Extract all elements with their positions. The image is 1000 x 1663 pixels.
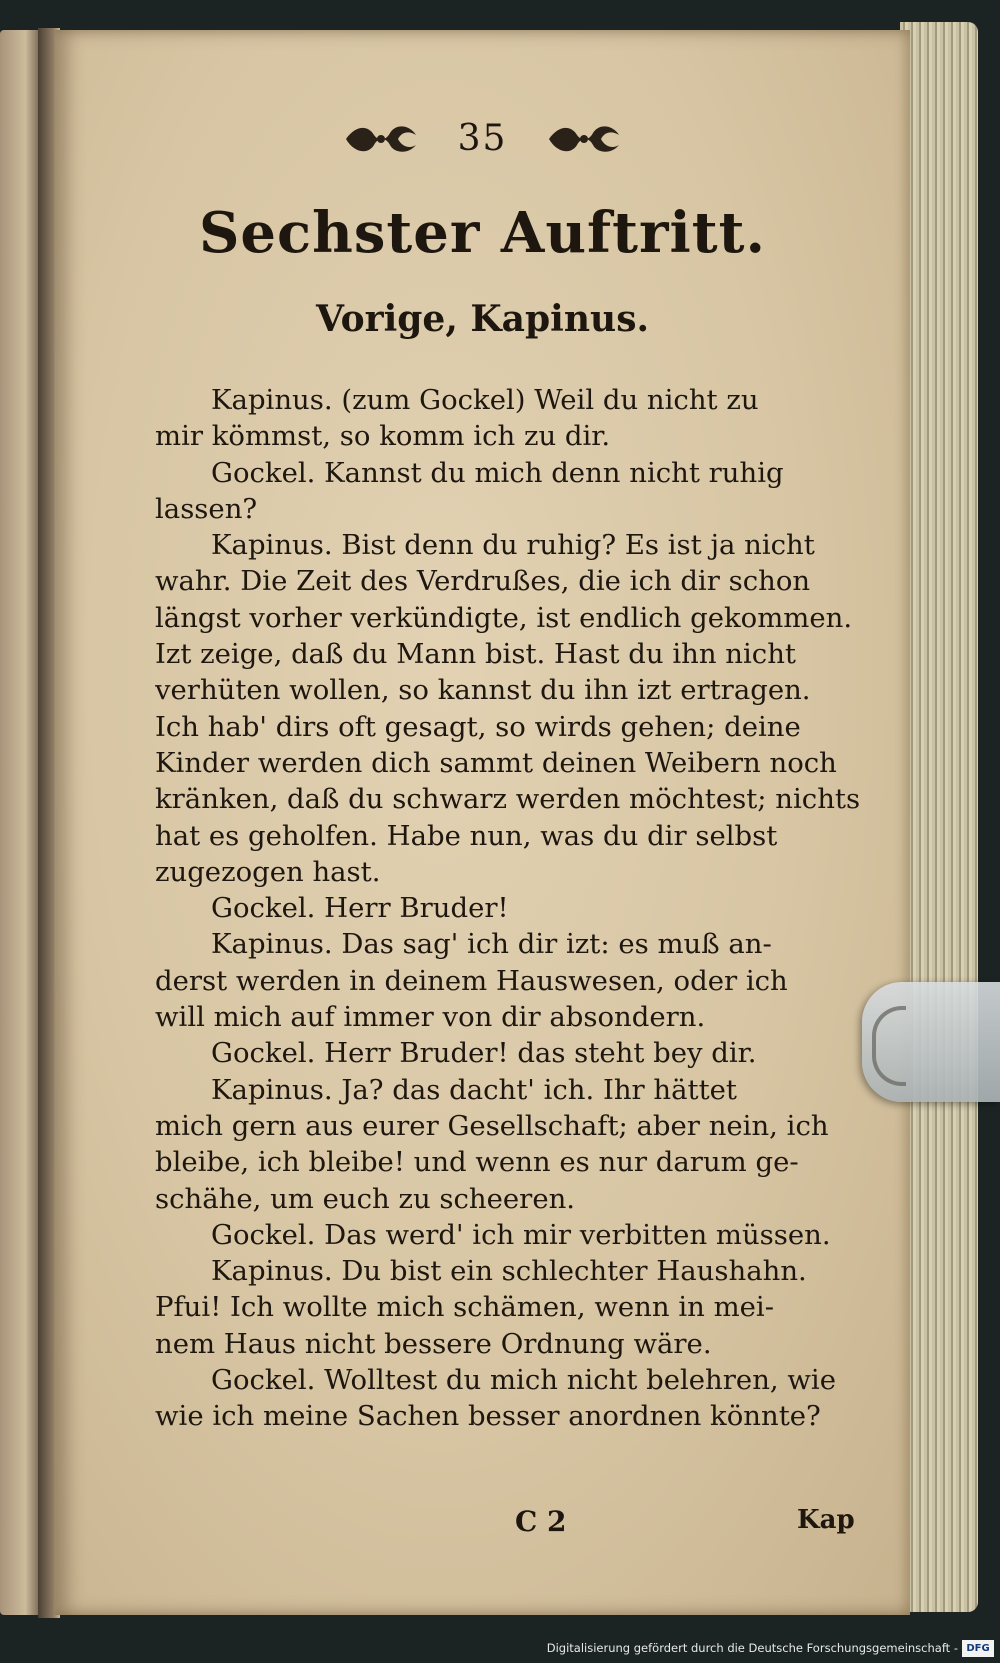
ornament-icon xyxy=(342,121,420,157)
text-line: mir kömmst, so komm ich zu dir. xyxy=(155,420,611,453)
left-page-edge xyxy=(0,30,42,1615)
page-stack-edges xyxy=(900,22,978,1612)
text-line: zugezogen hast. xyxy=(155,855,381,888)
page-clip xyxy=(862,982,1000,1102)
text-line: Kapinus. Du bist ein schlechter Haushahn. xyxy=(211,1255,807,1288)
text-line: lassen? xyxy=(155,492,258,525)
text-line: Kapinus. Ja? das dacht' ich. Ihr hättet xyxy=(211,1073,737,1106)
text-line: Kinder werden dich sammt deinen Weibern noch xyxy=(155,746,837,779)
text-line: Gockel. Herr Bruder! das steht bey dir. xyxy=(211,1037,757,1070)
text-line: Kapinus. (zum Gockel) Weil du nicht zu xyxy=(211,384,759,416)
text-line: Pfui! Ich wollte mich schämen, wenn in mei- xyxy=(155,1291,775,1324)
text-line: wahr. Die Zeit des Verdrußes, die ich dir schon xyxy=(155,565,811,598)
page-header xyxy=(55,118,910,159)
text-line: wie ich meine Sachen besser anordnen könnte? xyxy=(155,1400,821,1433)
text-line: längst vorher verkündigte, ist endlich gekommen. xyxy=(155,601,853,634)
text-line: derst werden in deinem Hauswesen, oder ich xyxy=(155,964,788,997)
dfg-logo: DFG xyxy=(962,1640,994,1657)
book-page xyxy=(55,30,910,1615)
text-line: Izt zeige, daß du Mann bist. Hast du ihn nicht xyxy=(155,638,796,671)
page-footer xyxy=(55,1505,910,1545)
text-line: Kapinus. Das sag' ich dir izt: es muß an- xyxy=(211,928,772,961)
text-line: Kapinus. Bist denn du ruhig? Es ist ja nicht xyxy=(211,529,815,562)
text-line: Ich hab' dirs oft gesagt, so wirds gehen; deine xyxy=(155,710,801,743)
text-line: bleibe, ich bleibe! und wenn es nur darum ge- xyxy=(155,1146,799,1179)
catchword: Kap xyxy=(797,1505,855,1535)
scene-cast: Vorige, Kapinus. xyxy=(315,298,650,340)
text-line: kränken, daß du schwarz werden möchtest; nichts xyxy=(155,783,861,816)
text-line: schähe, um euch zu scheeren. xyxy=(155,1182,576,1215)
text-line: hat es geholfen. Habe nun, was du dir selbst xyxy=(155,819,778,852)
signature-mark: C 2 xyxy=(515,1505,567,1538)
page-number: 35 xyxy=(457,118,508,159)
text-line: Gockel. Herr Bruder! xyxy=(211,892,509,925)
text-line: verhüten wollen, so kannst du ihn izt ertragen. xyxy=(155,674,811,707)
text-line: Gockel. Das werd' ich mir verbitten müssen. xyxy=(211,1218,831,1251)
ornament-icon xyxy=(545,121,623,157)
dialogue-text xyxy=(155,382,905,1435)
digitization-credit: Digitalisierung gefördert durch die Deutsche Forschungsgemeinschaft - xyxy=(546,1641,958,1655)
text-line: Gockel. Kannst du mich denn nicht ruhig xyxy=(211,456,784,489)
text-line: will mich auf immer von dir absondern. xyxy=(155,1001,706,1034)
scene-title: Sechster Auftritt. xyxy=(198,200,767,266)
text-line: Gockel. Wolltest du mich nicht belehren, wie xyxy=(211,1364,836,1397)
text-line: mich gern aus eurer Gesellschaft; aber nein, ich xyxy=(155,1109,829,1142)
text-line: nem Haus nicht bessere Ordnung wäre. xyxy=(155,1327,712,1360)
